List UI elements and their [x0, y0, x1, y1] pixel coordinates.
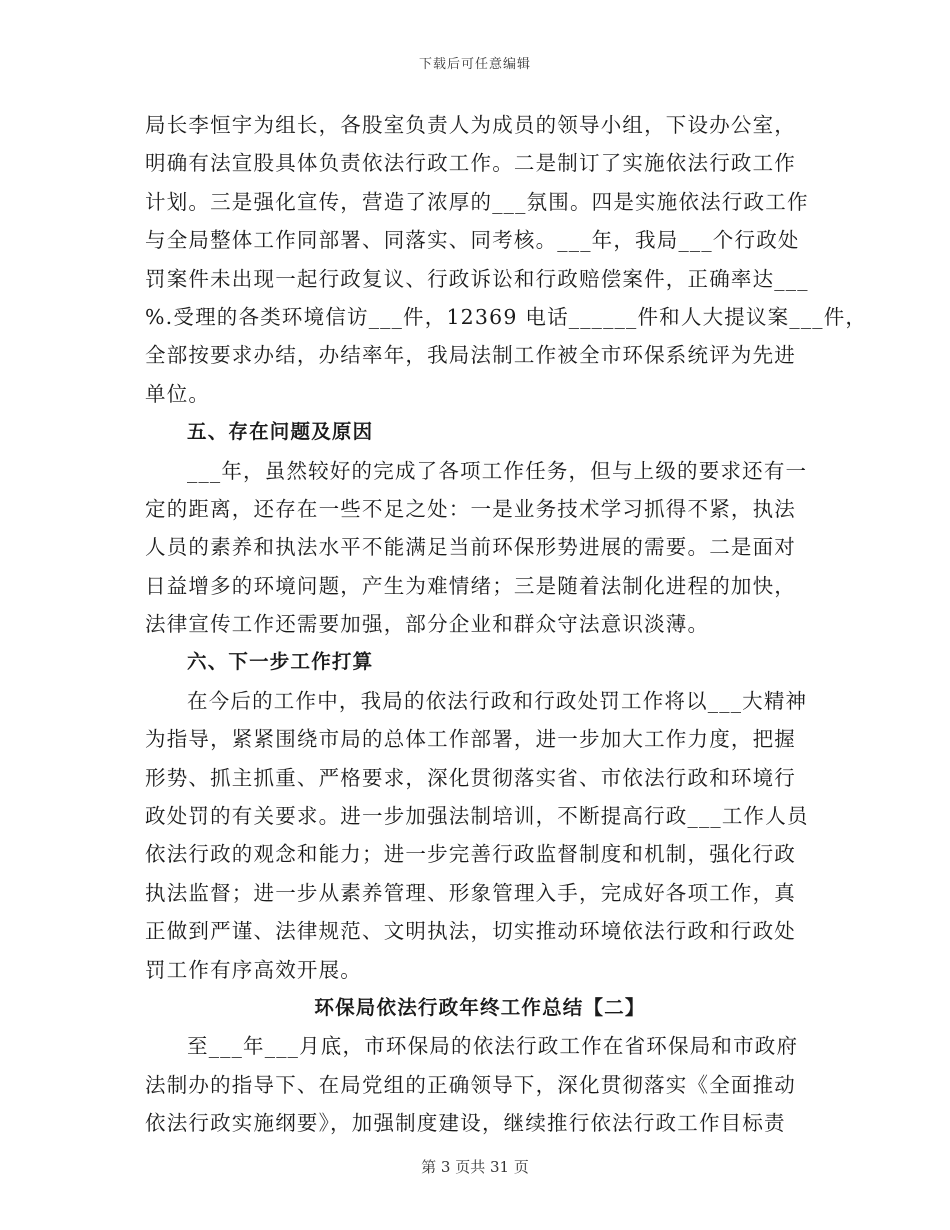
text-line: %.受理的各类环境信访___件，12369 电话______件和人大提议案___件， — [145, 304, 868, 329]
text-line: 局长李恒宇为组长，各股室负责人为成员的领导小组，下设办公室， — [145, 113, 796, 137]
text-line: 正做到严谨、法律规范、文明执法，切实推动环境依法行政和行政处 — [145, 919, 796, 944]
text-line: 法制办的指导下、在局党组的正确领导下，深化贯彻落实《全面推动 — [145, 1072, 796, 1097]
paragraph — [145, 452, 815, 644]
document-section-title: 环保局依法行政年终工作总结【二】 — [314, 995, 646, 1019]
text-line: 在今后的工作中，我局的依法行政和行政处罚工作将以___大精神 — [187, 688, 808, 713]
text-line: 形势、抓主抓重、严格要求，深化贯彻落实省、市依法行政和环境行 — [145, 765, 796, 790]
text-line: 计划。三是强化宣传，营造了浓厚的___氛围。四是实施依法行政工作 — [145, 189, 809, 214]
paragraph — [145, 106, 868, 413]
text-line: 全部按要求办结，办结率年，我局法制工作被全市环保系统评为先进 — [145, 343, 796, 368]
text-line: 为指导，紧紧围绕市局的总体工作部署，进一步加大工作力度，把握 — [145, 727, 796, 752]
text-line: ___年，虽然较好的完成了各项工作任务，但与上级的要求还有一 — [187, 458, 808, 483]
text-line: 日益增多的环境问题，产生为难情绪；三是随着法制化进程的加快， — [145, 573, 796, 598]
text-line: 罚工作有序高效开展。 — [145, 957, 362, 982]
paragraph — [145, 1027, 815, 1142]
text-line: 人员的素养和执法水平不能满足当前环保形势进展的需要。二是面对 — [145, 535, 796, 560]
section-heading: 五、存在问题及原因 — [187, 420, 374, 444]
text-line: 单位。 — [145, 381, 211, 406]
text-line: 依法行政的观念和能力；进一步完善行政监督制度和机制，强化行政 — [145, 842, 796, 867]
paragraph — [145, 682, 815, 989]
text-line: 明确有法宣股具体负责依法行政工作。二是制订了实施依法行政工作 — [145, 151, 796, 176]
text-line: 至___年___月底，市环保局的依法行政工作在省环保局和市政府 — [187, 1034, 799, 1059]
text-line: 与全局整体工作同部署、同落实、同考核。___年，我局___个行政处 — [145, 228, 800, 253]
text-line: 依法行政实施纲要》，加强制度建设，继续推行依法行政工作目标责 — [145, 1111, 786, 1136]
text-line: 执法监督；进一步从素养管理、形象管理入手，完成好各项工作，真 — [145, 880, 796, 905]
page-number: 第 3 页共 31 页 — [421, 1158, 529, 1176]
section-heading: 六、下一步工作打算 — [187, 650, 374, 674]
text-line: 罚案件未出现一起行政复议、行政诉讼和行政赔偿案件，正确率达___ — [145, 266, 809, 291]
text-line: 定的距离，还存在一些不足之处：一是业务技术学习抓得不紧，执法 — [145, 496, 796, 521]
document-body — [145, 106, 868, 1143]
header-note: 下载后可任意编辑 — [418, 57, 531, 72]
text-line: 法律宣传工作还需要加强，部分企业和群众守法意识淡薄。 — [145, 612, 710, 637]
text-line: 政处罚的有关要求。进一步加强法制培训，不断提高行政___工作人员 — [145, 804, 809, 829]
